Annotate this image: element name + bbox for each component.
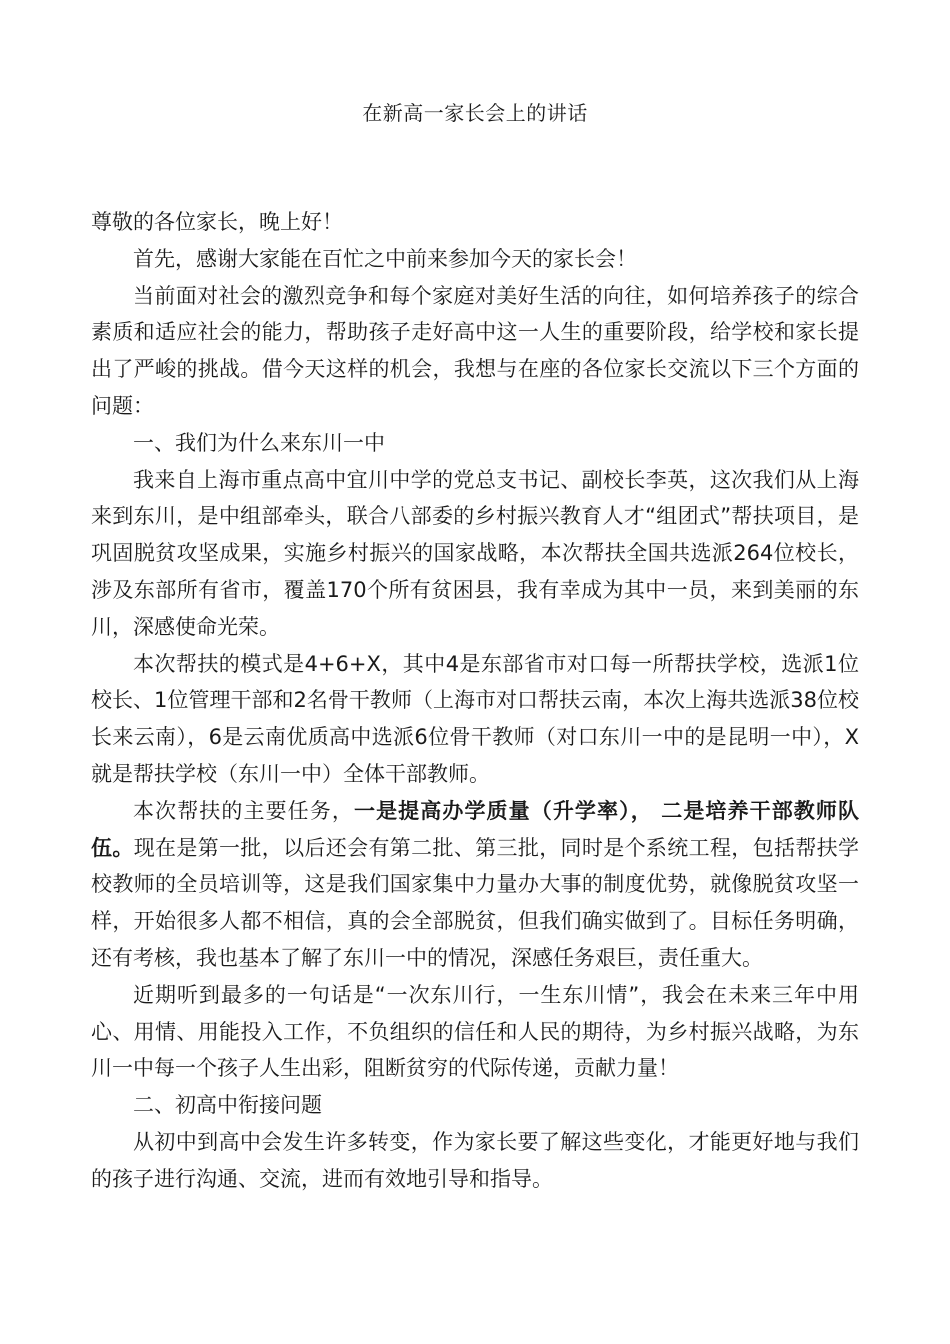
- section-heading-2: 二、初高中衔接问题: [133, 1093, 322, 1118]
- intro-paragraph: 当前面对社会的激烈竞争和每个家庭对美好生活的向往，如何培养孩子的综合素质和适应社会的能力，帮助孩子走好高中这一人生的重要阶段，给学校和家长提出了严峻的挑战。借今天这样的机会，我想与在座的各位家长交流以下三个方面的问题：: [91, 283, 859, 418]
- transition-paragraph: 从初中到高中会发生许多转变，作为家长要了解这些变化，才能更好地与我们的孩子进行沟通、交流，进而有效地引导和指导。: [91, 1129, 859, 1191]
- document-body: [91, 204, 859, 1198]
- tasks-bold-text: 一是提高办学质量（升学率）， 二是培养干部教师队伍。: [91, 798, 859, 860]
- tasks-rest-text: 现在是第一批，以后还会有第二批、第三批，同时是个系统工程，包括帮扶学校教师的全员培训等，这是我们国家集中力量办大事的制度优势，就像脱贫攻坚一样，开始很多人都不相信，真的会全部脱贫，但我们确实做到了。目标任务明确，还有考核，我也基本了解了东川一中的情况，深感任务艰巨，责任重大。: [91, 835, 859, 970]
- thanks-paragraph: 首先，感谢大家能在百忙之中前来参加今天的家长会！: [133, 246, 637, 271]
- commitment-paragraph: 近期听到最多的一句话是“一次东川行，一生东川情”，我会在未来三年中用心、用情、用能投入工作，不负组织的信任和人民的期待，为乡村振兴战略，为东川一中每一个孩子人生出彩，阻断贫穷的代际传递，贡献力量！: [91, 982, 859, 1081]
- tasks-lead-text: 本次帮扶的主要任务，: [133, 798, 354, 823]
- document-title: 在新高一家长会上的讲话: [362, 101, 588, 125]
- background-paragraph: 我来自上海市重点高中宜川中学的党总支书记、副校长李英，这次我们从上海来到东川，是中组部牵头，联合八部委的乡村振兴教育人才“组团式”帮扶项目，是巩固脱贫攻坚成果，实施乡村振兴的国家战略，本次帮扶全国共选派264位校长，涉及东部所有省市，覆盖170个所有贫困县，我有幸成为其中一员，来到美丽的东川，深感使命光荣。: [91, 467, 859, 639]
- greeting-paragraph: 尊敬的各位家长，晚上好！: [91, 210, 343, 234]
- model-paragraph: 本次帮扶的模式是4+6+X，其中4是东部省市对口每一所帮扶学校，选派1位校长、1位管理干部和2名骨干教师（上海市对口帮扶云南，本次上海共选派38位校长来云南），6是云南优质高中选派6位骨干教师（对口东川一中的是昆明一中），X就是帮扶学校（东川一中）全体干部教师。: [91, 651, 859, 786]
- tasks-paragraph: [91, 793, 859, 977]
- section-heading-1: 一、我们为什么来东川一中: [133, 430, 385, 455]
